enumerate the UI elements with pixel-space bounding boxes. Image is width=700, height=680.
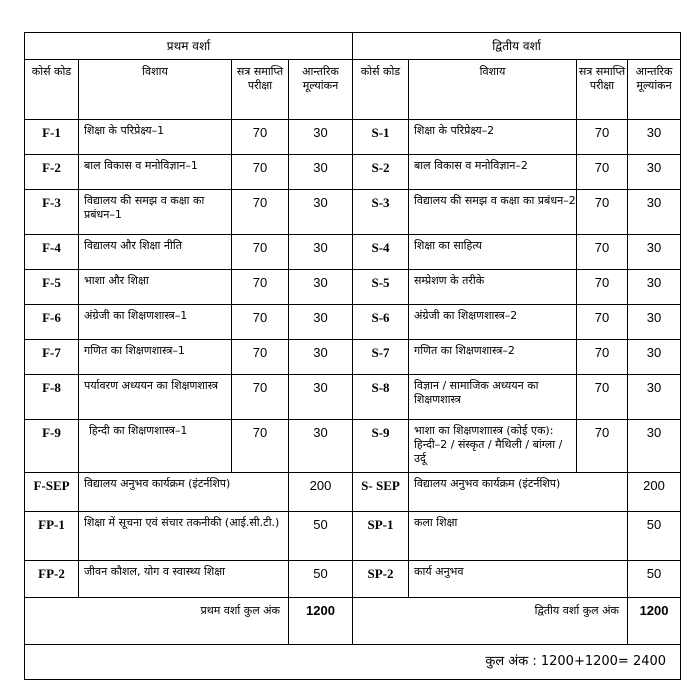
col-header-exam: सत्र समाप्ति परीक्षा — [232, 60, 289, 120]
course-code: S-9 — [353, 420, 409, 473]
year1-total-label: प्रथम वर्शा कुल अंक — [25, 598, 289, 645]
exam-marks: 70 — [577, 235, 628, 270]
col-header-internal: आन्तरिक मूल्यांकन — [628, 60, 681, 120]
table-row — [25, 155, 681, 190]
total-marks: 50 — [289, 561, 353, 598]
internal-marks: 30 — [628, 120, 681, 155]
course-code: F-3 — [25, 190, 79, 235]
subject-name: विद्यालय की समझ व कक्षा का प्रबंधन–1 — [79, 190, 232, 235]
subject-name: जीवन कौशल, योग व स्वास्थ्य शिक्षा — [79, 561, 289, 598]
year2-total-label: द्वितीय वर्शा कुल अंक — [353, 598, 628, 645]
internal-marks: 30 — [289, 340, 353, 375]
subject-name: शिक्षा के परिप्रेक्ष्य–2 — [409, 120, 577, 155]
subject-name: पर्यावरण अध्ययन का शिक्षणशास्त्र — [79, 375, 232, 420]
course-code: S-1 — [353, 120, 409, 155]
year1-total-value: 1200 — [289, 598, 353, 645]
year1-title: प्रथम वर्शा — [25, 33, 353, 60]
internal-marks: 30 — [628, 155, 681, 190]
course-code: S-4 — [353, 235, 409, 270]
exam-marks: 70 — [577, 375, 628, 420]
col-header-code: कोर्स कोड — [25, 60, 79, 120]
internal-marks: 30 — [628, 420, 681, 473]
subject-name: अंग्रेजी का शिक्षणशास्त्र–2 — [409, 305, 577, 340]
subject-name: भाशा और शिक्षा — [79, 270, 232, 305]
subject-name: विद्यालय और शिक्षा नीति — [79, 235, 232, 270]
internal-marks: 30 — [289, 235, 353, 270]
internal-marks: 30 — [289, 120, 353, 155]
course-code: F-4 — [25, 235, 79, 270]
table-row — [25, 340, 681, 375]
subject-name: शिक्षा के परिप्रेक्ष्य–1 — [79, 120, 232, 155]
internal-marks: 30 — [289, 190, 353, 235]
syllabus-table — [24, 32, 681, 680]
course-code: F-5 — [25, 270, 79, 305]
course-code: S-2 — [353, 155, 409, 190]
grand-total: कुल अंक : 1200+1200= 2400 — [25, 645, 681, 680]
table-row — [25, 305, 681, 340]
total-marks: 50 — [289, 512, 353, 561]
subject-name: बाल विकास व मनोविज्ञान–1 — [79, 155, 232, 190]
course-code: F-7 — [25, 340, 79, 375]
course-code: SP-1 — [353, 512, 409, 561]
exam-marks: 70 — [232, 270, 289, 305]
subject-name: कला शिक्षा — [409, 512, 628, 561]
total-marks: 50 — [628, 512, 681, 561]
col-header-code: कोर्स कोड — [353, 60, 409, 120]
table-row — [25, 473, 681, 512]
course-code: S-5 — [353, 270, 409, 305]
exam-marks: 70 — [232, 305, 289, 340]
course-code: F-6 — [25, 305, 79, 340]
subject-name: गणित का शिक्षणशास्त्र–2 — [409, 340, 577, 375]
course-code: S- SEP — [353, 473, 409, 512]
exam-marks: 70 — [577, 120, 628, 155]
course-code: FP-1 — [25, 512, 79, 561]
course-code: F-1 — [25, 120, 79, 155]
internal-marks: 30 — [289, 375, 353, 420]
subject-name: हिन्दी का शिक्षणशास्त्र–1 — [79, 420, 232, 473]
table-row — [25, 561, 681, 598]
internal-marks: 30 — [628, 340, 681, 375]
internal-marks: 30 — [628, 235, 681, 270]
total-marks: 200 — [628, 473, 681, 512]
internal-marks: 30 — [628, 375, 681, 420]
subject-name: अंग्रेजी का शिक्षणशास्त्र–1 — [79, 305, 232, 340]
exam-marks: 70 — [232, 420, 289, 473]
internal-marks: 30 — [289, 420, 353, 473]
total-marks: 200 — [289, 473, 353, 512]
internal-marks: 30 — [289, 155, 353, 190]
subject-name: विद्यालय की समझ व कक्षा का प्रबंधन–2 — [409, 190, 577, 235]
year-total-row — [25, 598, 681, 645]
subject-name: भाशा का शिक्षणशाास्त्र (कोई एक): हिन्दी–2 / संस्कृत / मैथिली / बांग्ला / उर्दू — [409, 420, 577, 473]
internal-marks: 30 — [289, 270, 353, 305]
exam-marks: 70 — [577, 340, 628, 375]
exam-marks: 70 — [577, 305, 628, 340]
subject-name: बाल विकास व मनोविज्ञान–2 — [409, 155, 577, 190]
course-code: F-9 — [25, 420, 79, 473]
col-header-subject: विशाय — [79, 60, 232, 120]
internal-marks: 30 — [628, 270, 681, 305]
internal-marks: 30 — [289, 305, 353, 340]
exam-marks: 70 — [577, 155, 628, 190]
subject-name: विद्यालय अनुभव कार्यक्रम (इंटर्नशिप) — [79, 473, 289, 512]
year2-total-value: 1200 — [628, 598, 681, 645]
exam-marks: 70 — [232, 190, 289, 235]
table-row — [25, 190, 681, 235]
subject-name: शिक्षा का साहित्य — [409, 235, 577, 270]
course-code: S-6 — [353, 305, 409, 340]
table-row — [25, 512, 681, 561]
subject-name: गणित का शिक्षणशास्त्र–1 — [79, 340, 232, 375]
col-header-subject: विशाय — [409, 60, 577, 120]
exam-marks: 70 — [577, 420, 628, 473]
col-header-exam: सत्र समाप्ति परीक्षा — [577, 60, 628, 120]
table-row — [25, 375, 681, 420]
exam-marks: 70 — [577, 190, 628, 235]
internal-marks: 30 — [628, 190, 681, 235]
table-row — [25, 235, 681, 270]
course-code: F-8 — [25, 375, 79, 420]
course-code: F-SEP — [25, 473, 79, 512]
subject-name: विज्ञान / सामाजिक अध्ययन का शिक्षणशास्त्र — [409, 375, 577, 420]
subject-name: सम्प्रेशण के तरीके — [409, 270, 577, 305]
course-code: S-7 — [353, 340, 409, 375]
course-code: F-2 — [25, 155, 79, 190]
exam-marks: 70 — [232, 375, 289, 420]
table-row — [25, 120, 681, 155]
exam-marks: 70 — [577, 270, 628, 305]
course-code: S-3 — [353, 190, 409, 235]
subject-name: विद्यालय अनुभव कार्यक्रम (इंटर्नशिप) — [409, 473, 628, 512]
table-row — [25, 270, 681, 305]
subject-name: शिक्षा में सूचना एवं संचार तकनीकी (आई.सी.टी.) — [79, 512, 289, 561]
table-row — [25, 420, 681, 473]
year2-title: द्वितीय वर्शा — [353, 33, 681, 60]
subject-name: कार्य अनुभव — [409, 561, 628, 598]
total-marks: 50 — [628, 561, 681, 598]
exam-marks: 70 — [232, 155, 289, 190]
exam-marks: 70 — [232, 340, 289, 375]
course-code: S-8 — [353, 375, 409, 420]
course-code: FP-2 — [25, 561, 79, 598]
internal-marks: 30 — [628, 305, 681, 340]
col-header-internal: आन्तरिक मूल्यांकन — [289, 60, 353, 120]
course-code: SP-2 — [353, 561, 409, 598]
exam-marks: 70 — [232, 120, 289, 155]
exam-marks: 70 — [232, 235, 289, 270]
